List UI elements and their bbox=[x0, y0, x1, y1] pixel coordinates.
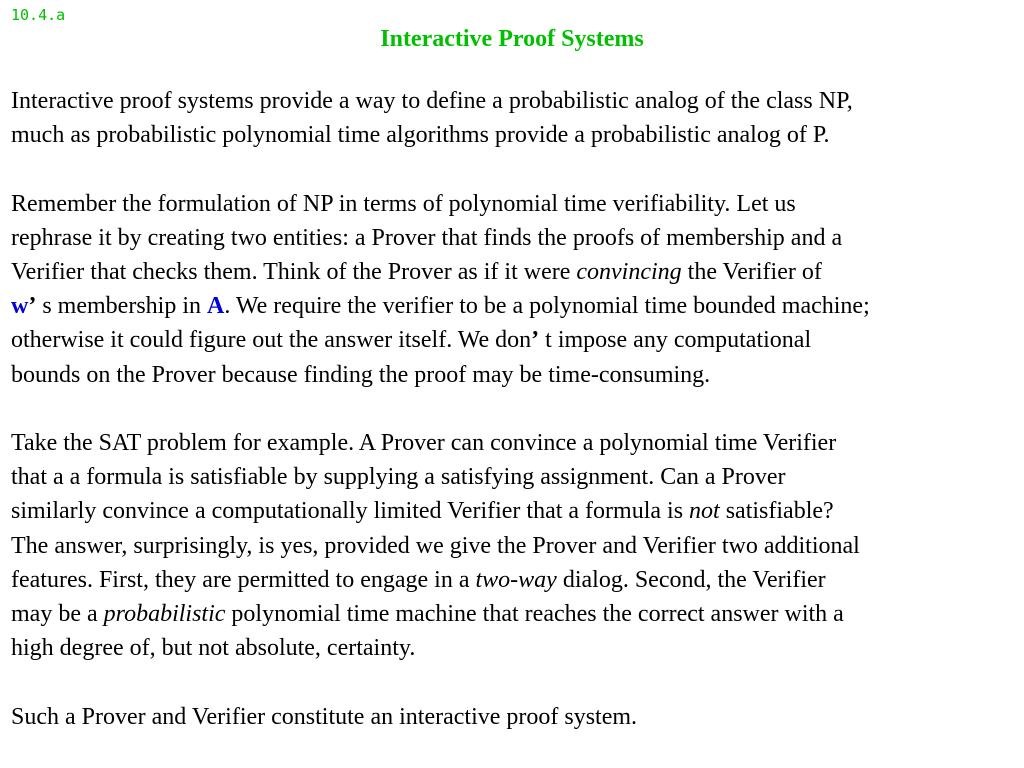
math-symbol-w: w bbox=[11, 293, 29, 320]
text-segment: satisfiable? bbox=[719, 498, 834, 525]
text-line bbox=[11, 563, 1023, 597]
apostrophe: ’ bbox=[531, 327, 540, 354]
text-line: much as probabilistic polynomial time algorithms provide a probabilistic analog of P. bbox=[11, 122, 830, 149]
paragraph-sat-example bbox=[11, 426, 1023, 665]
text-line: high degree of, but not absolute, certainty. bbox=[11, 635, 416, 662]
text-line: bounds on the Prover because finding the proof may be time-consuming. bbox=[11, 361, 711, 388]
text-line: Take the SAT problem for example. A Prover can convince a polynomial time Verifier bbox=[11, 430, 837, 456]
text-segment: s membership in bbox=[36, 293, 207, 320]
text-line bbox=[11, 323, 1023, 357]
emphasis-convincing: convincing bbox=[576, 259, 682, 285]
text-line: Remember the formulation of NP in terms of polynomial time verifiability. Let us bbox=[11, 190, 796, 217]
text-segment: otherwise it could figure out the answer itself. We don bbox=[11, 327, 532, 354]
text-segment: dialog. Second, the Verifier bbox=[556, 566, 826, 593]
text-segment: features. First, they are permitted to engage in a bbox=[11, 566, 476, 593]
paragraph-intro bbox=[11, 84, 1023, 152]
emphasis-two-way: two-way bbox=[475, 566, 557, 593]
text-segment: similarly convince a computationally limited Verifier that a formula is bbox=[11, 498, 690, 525]
text-segment: may be a bbox=[11, 601, 104, 628]
math-symbol-a: A bbox=[207, 293, 225, 320]
text-segment: the Verifier of bbox=[681, 259, 822, 285]
text-line: The answer, surprisingly, is yes, provided we give the Prover and Verifier two additional bbox=[11, 532, 860, 559]
slide-body bbox=[11, 84, 1023, 768]
text-line: that a a formula is satisfiable by supplying a satisfying assignment. Can a Prover bbox=[11, 464, 786, 491]
text-line: Interactive proof systems provide a way to define a probabilistic analog of the class NP, bbox=[11, 88, 853, 114]
slide-number: 10.4.a bbox=[11, 6, 66, 24]
text-segment: Verifier that checks them. Think of the Prover as if it were bbox=[11, 259, 577, 285]
slide-title: Interactive Proof Systems bbox=[380, 26, 644, 52]
paragraph-conclusion bbox=[11, 700, 1023, 734]
text-line bbox=[11, 255, 1023, 289]
text-line: Such a Prover and Verifier constitute an interactive proof system. bbox=[11, 703, 638, 730]
text-line: rephrase it by creating two entities: a Prover that finds the proofs of membership and a bbox=[11, 224, 843, 251]
emphasis-not: not bbox=[689, 498, 720, 525]
text-line bbox=[11, 494, 1023, 528]
text-segment: polynomial time machine that reaches the correct answer with a bbox=[225, 601, 844, 628]
emphasis-probabilistic: probabilistic bbox=[103, 601, 226, 628]
text-line bbox=[11, 597, 1023, 631]
text-segment: t impose any computational bbox=[539, 327, 812, 354]
apostrophe: ’ bbox=[28, 293, 37, 320]
text-line bbox=[11, 289, 1023, 323]
text-segment: . We require the verifier to be a polynomial time bounded machine; bbox=[224, 293, 870, 320]
paragraph-np-verifiability bbox=[11, 187, 1023, 392]
